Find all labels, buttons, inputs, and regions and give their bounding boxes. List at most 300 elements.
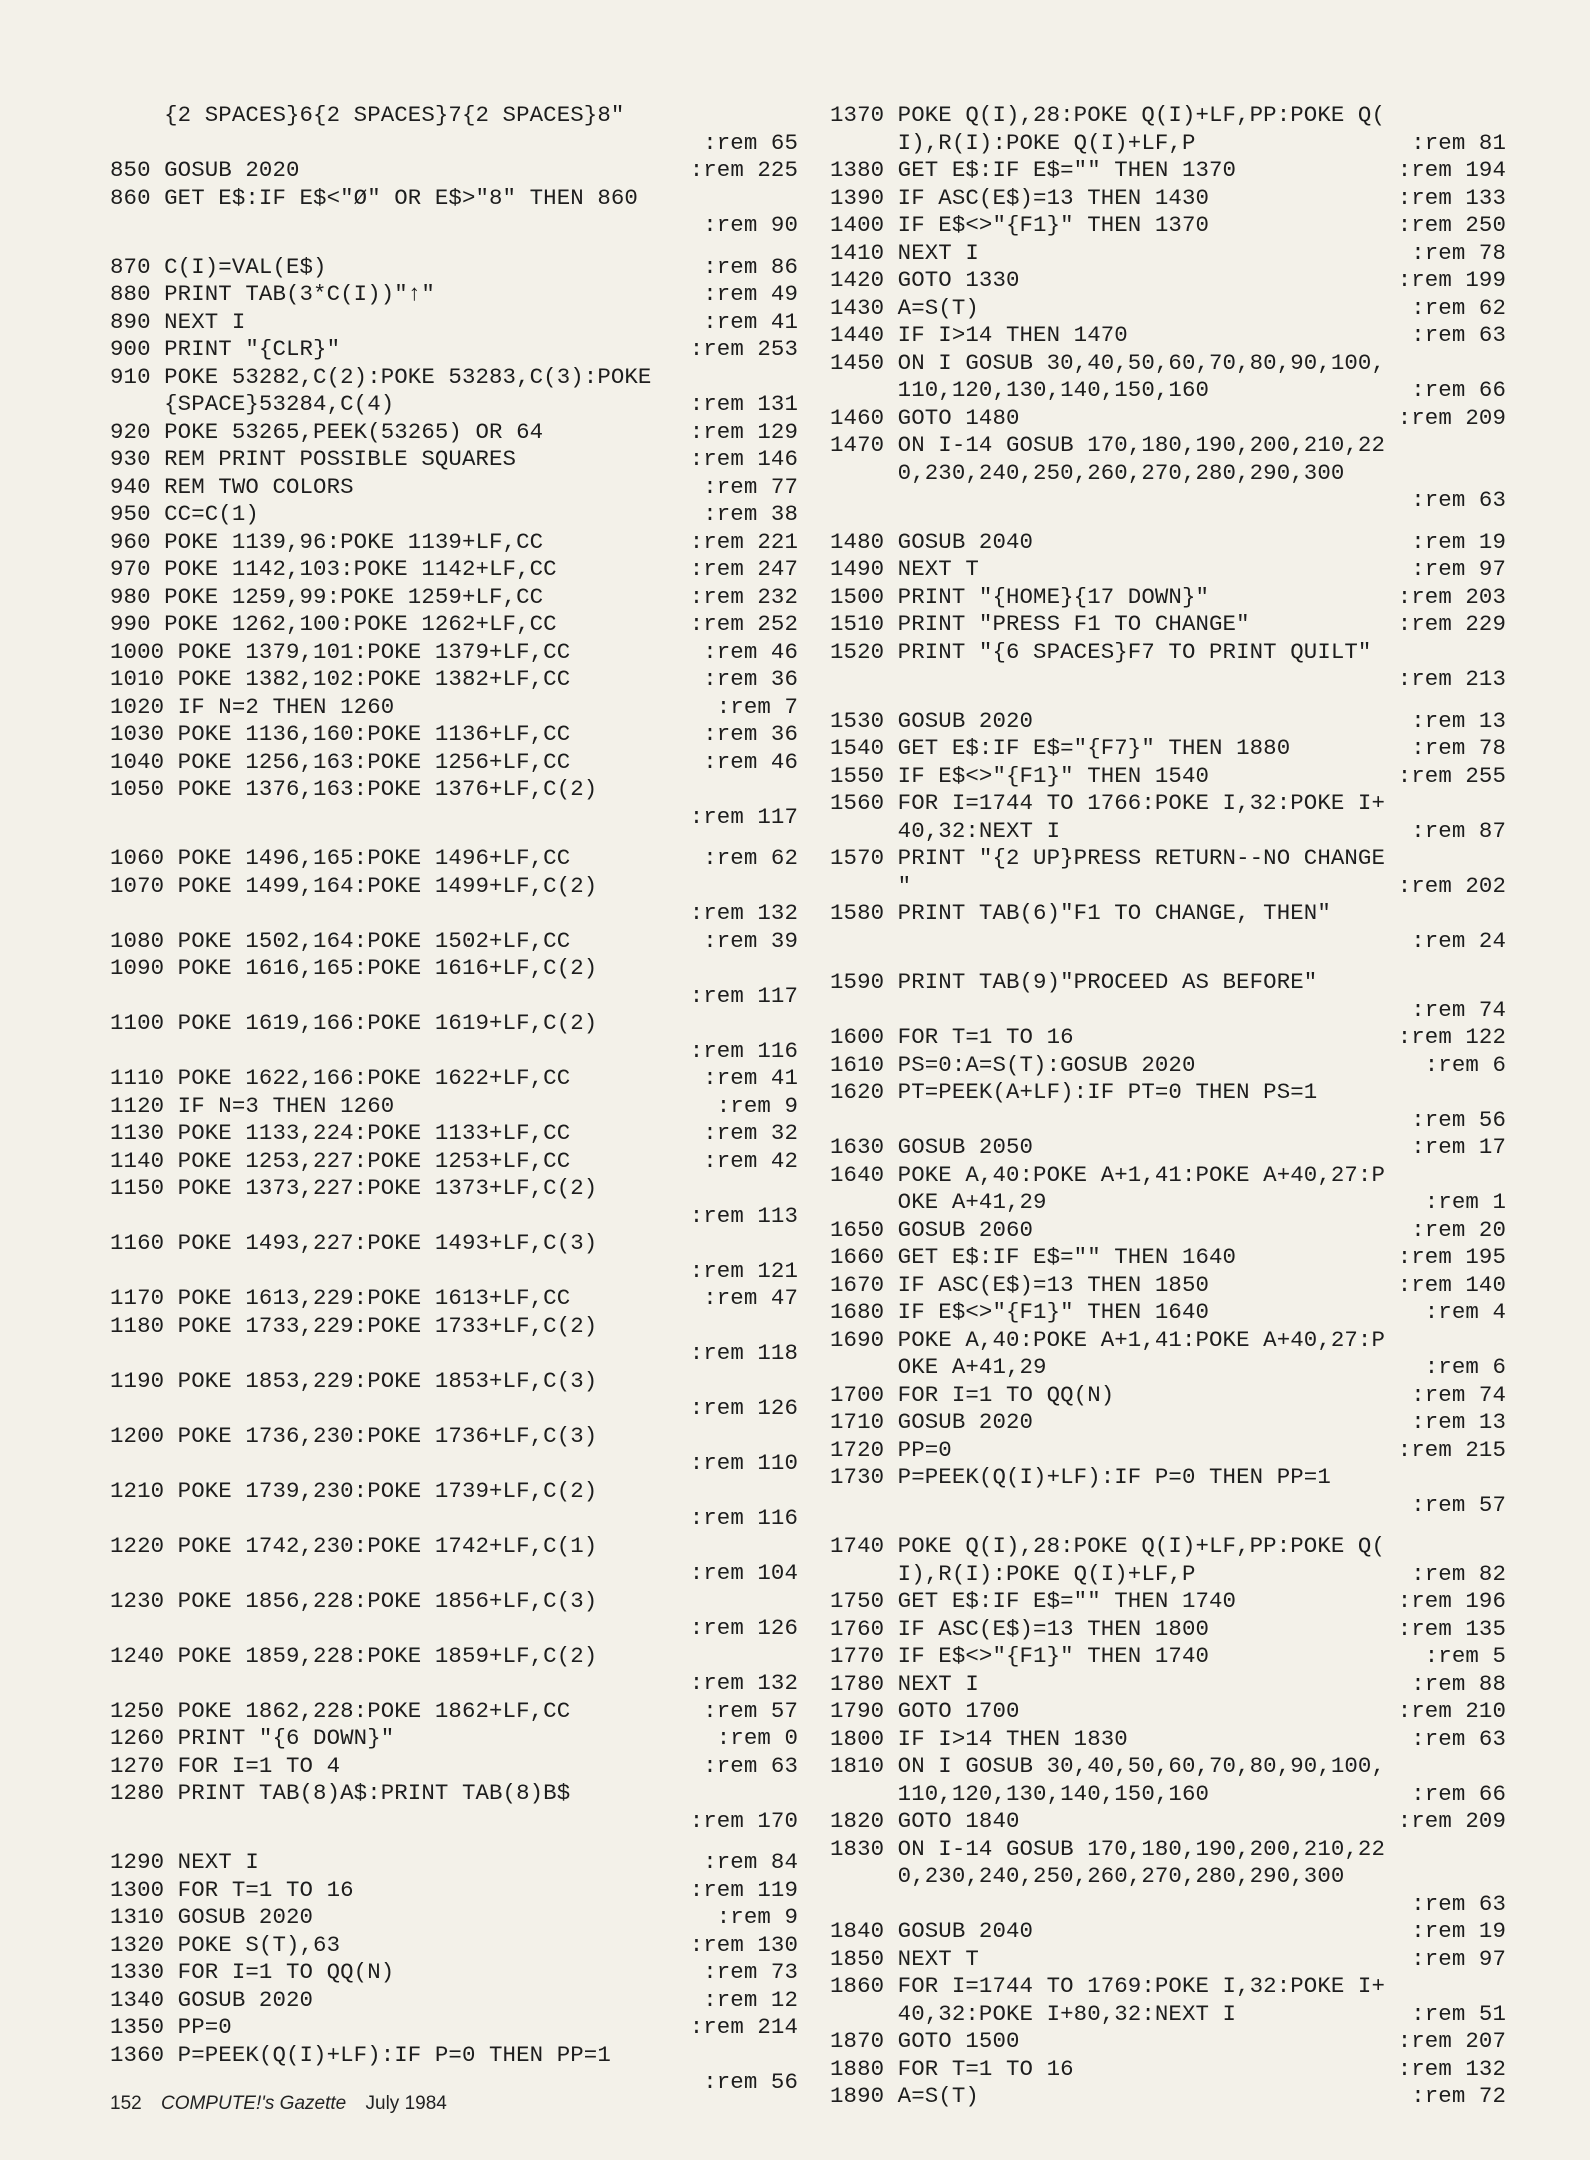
code-line [830, 157, 1506, 185]
code-line [830, 1024, 1506, 1052]
rem-checksum: :rem 209 [1397, 1808, 1506, 1834]
code-text: 1600 FOR T=1 TO 16 [830, 1024, 1074, 1050]
code-text-row [110, 1148, 798, 1176]
rem-checksum: :rem 1 [1424, 1189, 1506, 1215]
rem-row [110, 1258, 798, 1286]
code-line [110, 1313, 798, 1368]
code-text: 1250 POKE 1862,228:POKE 1862+LF,CC [110, 1697, 571, 1724]
rem-checksum: :rem 210 [1397, 1698, 1506, 1724]
code-line [110, 1148, 798, 1176]
rem-checksum: :rem 252 [689, 611, 798, 637]
code-text-row [110, 1478, 798, 1506]
code-text-row [110, 336, 798, 364]
code-text-row [110, 1959, 798, 1987]
code-text-row [110, 1849, 798, 1877]
code-text: 1610 PS=0:A=S(T):GOSUB 2020 [830, 1051, 1196, 1078]
code-line [830, 295, 1506, 323]
code-text: 1590 PRINT TAB(9)"PROCEED AS BEFORE" [830, 969, 1318, 995]
code-text-row [830, 322, 1506, 350]
code-text: 1280 PRINT TAB(8)A$:PRINT TAB(8)B$ [110, 1780, 571, 1806]
code-text-row [110, 928, 798, 956]
code-text-row [110, 749, 798, 777]
rem-checksum: :rem 253 [689, 336, 798, 362]
rem-checksum: :rem 194 [1397, 157, 1506, 183]
code-text: 1770 IF E$<>"{F1}" THEN 1740 [830, 1643, 1210, 1669]
code-text: OKE A+41,29 [830, 1354, 1047, 1380]
code-line [830, 1382, 1506, 1410]
code-line [830, 708, 1506, 736]
code-text: 1640 POKE A,40:POKE A+1,41:POKE A+40,27:P [830, 1161, 1385, 1188]
code-line [830, 611, 1506, 639]
code-text-row [830, 1464, 1506, 1492]
rem-checksum: :rem 63 [703, 1752, 798, 1779]
code-text: 1090 POKE 1616,165:POKE 1616+LF,C(2) [110, 955, 598, 981]
code-text-row [110, 309, 798, 337]
rem-checksum: :rem 5 [1424, 1643, 1506, 1669]
rem-checksum: :rem 41 [703, 308, 798, 335]
code-text: 1450 ON I GOSUB 30,40,50,60,70,80,90,100, [830, 349, 1385, 376]
code-text-row [830, 1382, 1506, 1410]
code-text: 1710 GOSUB 2020 [830, 1409, 1034, 1435]
code-text-row [110, 254, 798, 282]
code-line [830, 735, 1506, 763]
code-line [110, 102, 798, 157]
rem-checksum: :rem 232 [689, 583, 798, 610]
rem-checksum: :rem 13 [1411, 707, 1506, 734]
code-line [110, 2014, 798, 2042]
code-text: 1230 POKE 1856,228:POKE 1856+LF,C(3) [110, 1587, 598, 1614]
rem-checksum: :rem 51 [1411, 2000, 1506, 2027]
rem-row [830, 928, 1506, 956]
code-text-row [830, 1918, 1506, 1946]
code-line [110, 281, 798, 309]
rem-checksum: :rem 97 [1411, 556, 1506, 582]
rem-row [110, 900, 798, 928]
code-text: 1360 P=PEEK(Q(I)+LF):IF P=0 THEN PP=1 [110, 2041, 611, 2068]
rem-row [110, 1505, 798, 1533]
code-line [830, 969, 1506, 1024]
code-text: 1050 POKE 1376,163:POKE 1376+LF,C(2) [110, 776, 598, 802]
code-text: 1530 GOSUB 2020 [830, 707, 1034, 734]
code-line [830, 1244, 1506, 1272]
code-text: 1650 GOSUB 2060 [830, 1216, 1034, 1243]
code-text-row [830, 1863, 1506, 1891]
rem-checksum: :rem 66 [1411, 1780, 1506, 1807]
code-text: 1260 PRINT "{6 DOWN}" [110, 1725, 395, 1751]
rem-checksum: :rem 214 [689, 2014, 798, 2040]
code-line [830, 240, 1506, 268]
code-line [110, 1904, 798, 1932]
rem-checksum: :rem 202 [1397, 872, 1506, 899]
code-text-row [830, 1162, 1506, 1190]
code-text-row [830, 969, 1506, 997]
code-line [110, 336, 798, 364]
code-line [110, 1533, 798, 1588]
code-text: 1170 POKE 1613,229:POKE 1613+LF,CC [110, 1285, 571, 1311]
code-text: 0,230,240,250,260,270,280,290,300 [830, 459, 1345, 486]
code-text-row [110, 364, 798, 392]
rem-checksum: :rem 203 [1397, 583, 1506, 610]
code-text: 1850 NEXT T [830, 1945, 979, 1972]
rem-row [830, 1492, 1506, 1520]
code-text-row [110, 501, 798, 529]
code-line [830, 2028, 1506, 2056]
code-text: 1780 NEXT I [830, 1670, 979, 1697]
rem-checksum: :rem 32 [703, 1120, 798, 1146]
code-text-row [110, 1698, 798, 1726]
code-text-row [830, 1726, 1506, 1754]
code-line [110, 1849, 798, 1877]
rem-row [110, 1560, 798, 1588]
code-line [830, 1217, 1506, 1245]
code-text: 1180 POKE 1733,229:POKE 1733+LF,C(2) [110, 1312, 598, 1339]
code-line [110, 309, 798, 337]
code-text: 1010 POKE 1382,102:POKE 1382+LF,CC [110, 666, 571, 692]
code-text: 1030 POKE 1136,160:POKE 1136+LF,CC [110, 721, 571, 747]
code-line [830, 212, 1506, 240]
code-text: 1420 GOTO 1330 [830, 267, 1020, 293]
rem-row [830, 487, 1506, 515]
code-text-row [830, 2001, 1506, 2029]
rem-checksum: :rem 39 [703, 927, 798, 954]
rem-checksum: :rem 221 [689, 528, 798, 555]
rem-checksum: :rem 74 [1411, 996, 1506, 1023]
code-text-row [110, 1010, 798, 1038]
code-text-row [110, 845, 798, 873]
code-text: 1100 POKE 1619,166:POKE 1619+LF,C(2) [110, 1010, 598, 1036]
code-text-row [830, 212, 1506, 240]
code-line [830, 1134, 1506, 1162]
rem-checksum: :rem 132 [689, 1670, 798, 1696]
code-text: 1370 POKE Q(I),28:POKE Q(I)+LF,PP:POKE Q( [830, 102, 1385, 128]
rem-checksum: :rem 46 [703, 748, 798, 775]
code-text: 1540 GET E$:IF E$="{F7}" THEN 1880 [830, 735, 1291, 761]
code-text: 110,120,130,140,150,160 [830, 1780, 1210, 1807]
code-line [830, 529, 1506, 557]
code-text-row [830, 1588, 1506, 1616]
rem-checksum: :rem 72 [1411, 2083, 1506, 2109]
code-text-row [110, 1725, 798, 1753]
magazine-name: COMPUTE!'s Gazette [160, 2093, 347, 2114]
rem-checksum: :rem 196 [1397, 1588, 1506, 1614]
code-text-row [830, 185, 1506, 213]
code-text-row [830, 1781, 1506, 1809]
rem-checksum: :rem 225 [689, 157, 798, 183]
rem-checksum: :rem 46 [703, 638, 798, 665]
code-text: 1340 GOSUB 2020 [110, 1986, 314, 2013]
code-text-row [110, 1093, 798, 1121]
rem-checksum: :rem 129 [689, 418, 798, 445]
rem-checksum: :rem 47 [703, 1285, 798, 1311]
code-text-row [830, 1409, 1506, 1437]
code-line [110, 584, 798, 612]
code-text-row [110, 666, 798, 694]
code-text: 1690 POKE A,40:POKE A+1,41:POKE A+40,27:P [830, 1326, 1385, 1353]
rem-checksum: :rem 118 [689, 1340, 798, 1366]
rem-checksum: :rem 20 [1411, 1216, 1506, 1243]
rem-checksum: :rem 215 [1397, 1436, 1506, 1463]
code-line [830, 1533, 1506, 1588]
code-text-row [830, 818, 1506, 846]
code-line [830, 405, 1506, 433]
rem-checksum: :rem 199 [1397, 267, 1506, 293]
code-line [830, 1726, 1506, 1754]
code-text-row [110, 873, 798, 901]
code-line [830, 845, 1506, 900]
rem-checksum: :rem 121 [689, 1257, 798, 1284]
code-text: 1140 POKE 1253,227:POKE 1253+LF,CC [110, 1147, 571, 1174]
rem-row [830, 997, 1506, 1025]
rem-checksum: :rem 97 [1411, 1945, 1506, 1972]
code-text: 1490 NEXT T [830, 556, 979, 582]
code-line [110, 556, 798, 584]
code-text: 940 REM TWO COLORS [110, 473, 354, 500]
code-text: 1550 IF E$<>"{F1}" THEN 1540 [830, 762, 1210, 789]
code-text: 1620 PT=PEEK(A+LF):IF PT=0 THEN PS=1 [830, 1079, 1318, 1105]
rem-checksum: :rem 6 [1424, 1354, 1506, 1380]
rem-checksum: :rem 78 [1411, 239, 1506, 266]
rem-row [110, 1670, 798, 1698]
code-text: OKE A+41,29 [830, 1189, 1047, 1215]
rem-checksum: :rem 9 [716, 1092, 798, 1119]
code-text: 1110 POKE 1622,166:POKE 1622+LF,CC [110, 1065, 571, 1091]
code-text: 40,32:NEXT I [830, 817, 1061, 844]
rem-checksum: :rem 84 [703, 1849, 798, 1875]
code-line [110, 639, 798, 667]
code-line [830, 102, 1506, 157]
code-line [110, 1368, 798, 1423]
code-text-row [110, 1533, 798, 1561]
code-line [830, 763, 1506, 791]
code-text-row [110, 1780, 798, 1808]
rem-checksum: :rem 56 [1411, 1106, 1506, 1133]
code-text-row [110, 1368, 798, 1396]
code-text: 1660 GET E$:IF E$="" THEN 1640 [830, 1244, 1237, 1270]
code-line [110, 1588, 798, 1643]
code-text-row [110, 1285, 798, 1313]
code-line [830, 1643, 1506, 1671]
rem-checksum: :rem 9 [716, 1904, 798, 1930]
code-line [110, 1987, 798, 2015]
code-text: 970 POKE 1142,103:POKE 1142+LF,CC [110, 556, 557, 582]
code-line [830, 1052, 1506, 1080]
rem-checksum: :rem 113 [689, 1202, 798, 1229]
rem-checksum: :rem 213 [1397, 666, 1506, 692]
code-line [110, 1230, 798, 1285]
code-text-row [830, 611, 1506, 639]
code-line [830, 1464, 1506, 1519]
rem-checksum: :rem 247 [689, 556, 798, 582]
code-text: 1410 NEXT I [830, 239, 979, 266]
code-text: 1790 GOTO 1700 [830, 1698, 1020, 1724]
code-line [110, 185, 798, 240]
code-line [110, 1932, 798, 1960]
code-line [110, 694, 798, 722]
code-line [110, 364, 798, 419]
code-text: 870 C(I)=VAL(E$) [110, 253, 327, 280]
rem-checksum: :rem 140 [1397, 1271, 1506, 1298]
rem-checksum: :rem 24 [1411, 927, 1506, 954]
code-text-row [110, 474, 798, 502]
code-line [110, 529, 798, 557]
rem-checksum: :rem 86 [703, 253, 798, 280]
code-text-row [830, 1643, 1506, 1671]
code-text-row [830, 708, 1506, 736]
code-text: 1750 GET E$:IF E$="" THEN 1740 [830, 1588, 1237, 1614]
rem-checksum: :rem 209 [1397, 404, 1506, 431]
rem-checksum: :rem 7 [716, 693, 798, 720]
code-line [830, 1918, 1506, 1946]
code-text-row [110, 529, 798, 557]
code-text-row [110, 584, 798, 612]
code-line [110, 1780, 798, 1835]
code-text-row [110, 1120, 798, 1148]
code-line [110, 611, 798, 639]
code-text-row [830, 1836, 1506, 1864]
rem-checksum: :rem 63 [1411, 1890, 1506, 1917]
code-line [830, 1327, 1506, 1382]
code-text: 1060 POKE 1496,165:POKE 1496+LF,CC [110, 845, 571, 871]
code-text-row [110, 446, 798, 474]
code-text-row [830, 460, 1506, 488]
rem-checksum: :rem 133 [1397, 184, 1506, 211]
code-text-row [110, 157, 798, 185]
rem-checksum: :rem 78 [1411, 735, 1506, 761]
code-text-row [830, 1079, 1506, 1107]
code-text: 1700 FOR I=1 TO QQ(N) [830, 1381, 1115, 1408]
code-text: 1830 ON I-14 GOSUB 170,180,190,200,210,22 [830, 1835, 1385, 1862]
rem-checksum: :rem 146 [689, 446, 798, 472]
code-text: 1720 PP=0 [830, 1436, 952, 1463]
code-text-row [110, 419, 798, 447]
code-text: 1460 GOTO 1480 [830, 404, 1020, 431]
code-text: 930 REM PRINT POSSIBLE SQUARES [110, 446, 517, 472]
code-text-row [110, 776, 798, 804]
rem-checksum: :rem 170 [689, 1807, 798, 1834]
code-text-row [110, 721, 798, 749]
rem-checksum: :rem 126 [689, 1395, 798, 1421]
code-text-row [830, 900, 1506, 928]
code-line [830, 350, 1506, 405]
code-line [110, 1010, 798, 1065]
code-text: 1350 PP=0 [110, 2014, 232, 2040]
rem-checksum: :rem 88 [1411, 1670, 1506, 1697]
rem-checksum: :rem 130 [689, 1931, 798, 1958]
rem-checksum: :rem 82 [1411, 1560, 1506, 1587]
code-line [110, 501, 798, 529]
code-text-row [110, 185, 798, 213]
code-text-row [830, 157, 1506, 185]
rem-checksum: :rem 38 [703, 501, 798, 527]
code-text: 960 POKE 1139,96:POKE 1139+LF,CC [110, 528, 544, 555]
rem-checksum: :rem 62 [703, 845, 798, 871]
code-text: 1680 IF E$<>"{F1}" THEN 1640 [830, 1299, 1210, 1325]
code-text: 1070 POKE 1499,164:POKE 1499+LF,C(2) [110, 872, 598, 899]
code-text-row [830, 130, 1506, 158]
code-text: 1190 POKE 1853,229:POKE 1853+LF,C(3) [110, 1367, 598, 1394]
code-line [830, 2083, 1506, 2111]
rem-checksum: :rem 0 [716, 1725, 798, 1751]
code-text-row [830, 1437, 1506, 1465]
rem-checksum: :rem 74 [1411, 1381, 1506, 1408]
code-text: 1890 A=S(T) [830, 2083, 979, 2109]
code-text: 1810 ON I GOSUB 30,40,50,60,70,80,90,100, [830, 1753, 1385, 1779]
code-text: 1860 FOR I=1744 TO 1769:POKE I,32:POKE I+ [830, 1973, 1385, 1999]
code-line [830, 1671, 1506, 1699]
code-line [110, 2042, 798, 2097]
code-text: 1020 IF N=2 THEN 1260 [110, 693, 395, 720]
code-line [830, 322, 1506, 350]
code-line [110, 157, 798, 185]
code-text-row [830, 556, 1506, 584]
code-text-row [830, 1217, 1506, 1245]
rem-checksum: :rem 63 [1411, 322, 1506, 348]
code-line [110, 1093, 798, 1121]
code-line [110, 1065, 798, 1093]
code-line [830, 556, 1506, 584]
code-text: 860 GET E$:IF E$<"Ø" OR E$>"8" THEN 860 [110, 184, 638, 211]
rem-row [110, 1038, 798, 1066]
code-line [830, 1973, 1506, 2028]
code-line [110, 474, 798, 502]
rem-row [110, 1395, 798, 1423]
code-line [110, 1643, 798, 1698]
code-line [110, 666, 798, 694]
code-text: 1400 IF E$<>"{F1}" THEN 1370 [830, 212, 1210, 238]
code-line [110, 873, 798, 928]
code-line [110, 1120, 798, 1148]
rem-checksum: :rem 132 [1397, 2055, 1506, 2082]
code-text-row [830, 1272, 1506, 1300]
code-text: 1220 POKE 1742,230:POKE 1742+LF,C(1) [110, 1532, 598, 1559]
rem-checksum: :rem 132 [689, 900, 798, 926]
code-text: 1310 GOSUB 2020 [110, 1904, 314, 1930]
code-line [830, 1616, 1506, 1644]
rem-checksum: :rem 250 [1397, 212, 1506, 238]
code-text-row [110, 281, 798, 309]
code-text: 1120 IF N=3 THEN 1260 [110, 1092, 395, 1119]
code-text-row [110, 1313, 798, 1341]
code-text-row [830, 2083, 1506, 2111]
code-text: 1480 GOSUB 2040 [830, 528, 1034, 555]
code-text-row [110, 102, 798, 130]
rem-row [110, 1615, 798, 1643]
code-text: I),R(I):POKE Q(I)+LF,P [830, 129, 1196, 156]
code-text-row [830, 529, 1506, 557]
code-text-row [830, 1973, 1506, 2001]
code-text-row [830, 1244, 1506, 1272]
rem-checksum: :rem 73 [703, 1959, 798, 1985]
code-text-row [830, 584, 1506, 612]
code-text: 1880 FOR T=1 TO 16 [830, 2055, 1074, 2082]
code-text: 1580 PRINT TAB(6)"F1 TO CHANGE, THEN" [830, 900, 1331, 926]
rem-checksum: :rem 117 [689, 803, 798, 830]
code-text-row [830, 735, 1506, 763]
rem-checksum: :rem 195 [1397, 1244, 1506, 1270]
code-text-row [830, 350, 1506, 378]
code-line [110, 845, 798, 873]
code-text-row [110, 694, 798, 722]
code-text-row [830, 1808, 1506, 1836]
code-line [830, 1698, 1506, 1726]
code-text: 1390 IF ASC(E$)=13 THEN 1430 [830, 184, 1210, 211]
code-text-row [110, 1230, 798, 1258]
rem-row [110, 1450, 798, 1478]
code-text: 1240 POKE 1859,228:POKE 1859+LF,C(2) [110, 1642, 598, 1669]
rem-checksum: :rem 4 [1424, 1299, 1506, 1325]
rem-row [110, 212, 798, 240]
rem-row [110, 130, 798, 158]
